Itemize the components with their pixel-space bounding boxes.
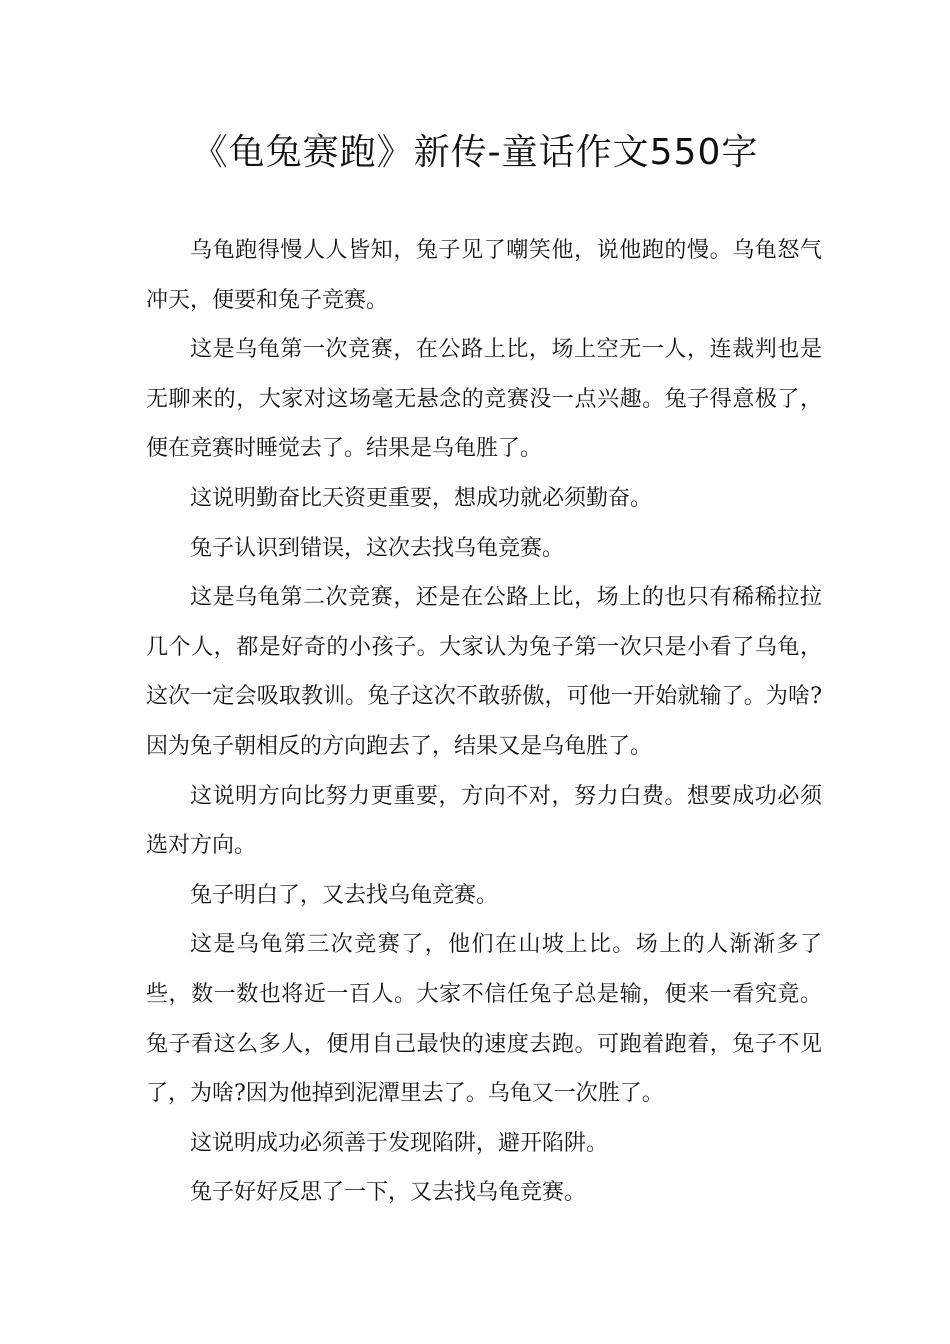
paragraph: 这是乌龟第一次竞赛，在公路上比，场上空无一人，连裁判也是无聊来的，大家对这场毫无悬念的竞赛没一点兴趣。兔子得意极了，便在竞赛时睡觉去了。结果是乌龟胜了。 (146, 337, 822, 462)
paragraph: 兔子明白了，又去找乌龟竞赛。 (190, 882, 499, 908)
paragraph: 兔子认识到错误，这次去找乌龟竞赛。 (190, 535, 565, 561)
document-title: 《龟兔赛跑》新传-童话作文550字 (191, 132, 759, 173)
paragraph: 兔子好好反思了一下，又去找乌龟竞赛。 (190, 1180, 587, 1206)
paragraph: 这说明方向比努力更重要，方向不对，努力白费。想要成功必须选对方向。 (146, 783, 822, 859)
paragraph: 乌龟跑得慢人人皆知，兔子见了嘲笑他，说他跑的慢。乌龟怒气冲天，便要和兔子竞赛。 (146, 238, 822, 313)
document-body (146, 226, 822, 1218)
paragraph: 这是乌龟第二次竞赛，还是在公路上比，场上的也只有稀稀拉拉几个人，都是好奇的小孩子。大家认为兔子第一次只是小看了乌龟，这次一定会吸取教训。兔子这次不敢骄傲，可他一开始就输了。为啥?因为兔子朝相反的方向跑去了，结果又是乌龟胜了。 (146, 585, 822, 759)
paragraph: 这说明勤奋比天资更重要，想成功就必须勤奋。 (190, 485, 653, 511)
paragraph: 这说明成功必须善于发现陷阱，避开陷阱。 (190, 1130, 609, 1156)
paragraph: 这是乌龟第三次竞赛了，他们在山坡上比。场上的人渐渐多了些，数一数也将近一百人。大家不信任兔子总是输，便来一看究竟。兔子看这么多人，便用自己最快的速度去跑。可跑着跑着，兔子不见了，为啥?因为他掉到泥潭里去了。乌龟又一次胜了。 (146, 932, 822, 1107)
